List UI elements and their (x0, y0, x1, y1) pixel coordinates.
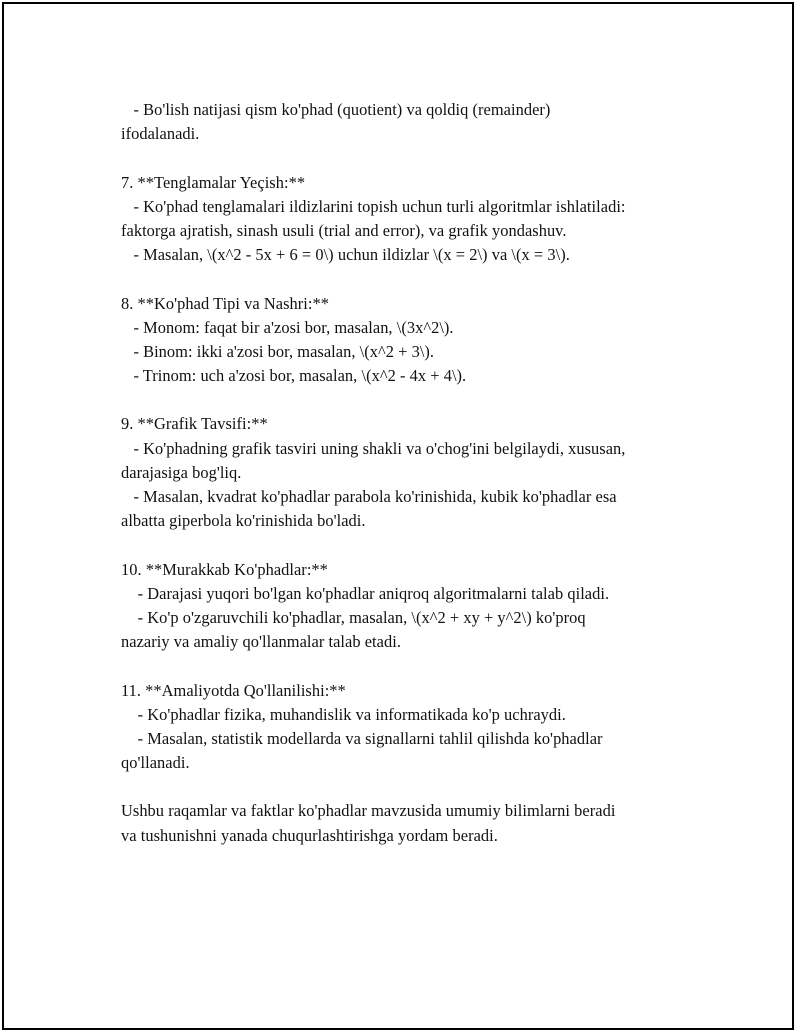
text-line: - Ko'phadlar fizika, muhandislik va informatikada ko'p uchraydi. (121, 704, 566, 724)
section-8 (121, 292, 701, 389)
text-line: - Masalan, kvadrat ko'phadlar parabola ko'rinishida, kubik ko'phadlar esa (121, 487, 617, 506)
section-10 (121, 558, 701, 655)
text-line: darajasiga bog'liq. (121, 462, 242, 482)
section-11 (121, 679, 701, 776)
text-line: - Masalan, statistik modellarda va signallarni tahlil qilishda ko'phadlar (121, 728, 603, 748)
closing-paragraph (121, 799, 701, 847)
page-frame (2, 2, 794, 1030)
text-line: Ushbu raqamlar va faktlar ko'phadlar mavzusida umumiy bilimlarni beradi (121, 801, 616, 821)
text-line: - Monom: faqat bir a'zosi bor, masalan, \(3x^2\). (121, 317, 454, 337)
text-line: albatta giperbola ko'rinishida bo'ladi. (121, 511, 366, 531)
paragraph-intro-bullet (121, 98, 701, 146)
paragraph-gap (121, 388, 701, 412)
text-line: - Darajasi yuqori bo'lgan ko'phadlar aniqroq algoritmalarni talab qiladi. (121, 583, 610, 603)
text-line: faktorga ajratish, sinash usuli (trial and error), va grafik yondashuv. (121, 220, 567, 240)
paragraph-gap (121, 267, 701, 291)
section-heading: 10. **Murakkab Ko'phadlar:** (121, 559, 328, 579)
text-line: ifodalanadi. (121, 124, 200, 144)
text-line: - Bo'lish natijasi qism ko'phad (quotient) va qoldiq (remainder) (121, 100, 551, 119)
section-heading: 8. **Ko'phad Tipi va Nashri:** (121, 293, 329, 313)
text-line: va tushunishni yanada chuqurlashtirishga yordam beradi. (121, 825, 498, 845)
text-line: - Masalan, \(x^2 - 5x + 6 = 0\) uchun ildizlar \(x = 2\) va \(x = 3\). (121, 245, 570, 265)
text-line: - Ko'phadning grafik tasviri uning shakli va o'chog'ini belgilaydi, xususan, (121, 438, 626, 458)
section-7 (121, 171, 701, 268)
section-9 (121, 412, 701, 533)
text-line: nazariy va amaliy qo'llanmalar talab etadi. (121, 632, 401, 652)
section-heading: 11. **Amaliyotda Qo'llanilishi:** (121, 680, 346, 700)
text-line: qo'llanadi. (121, 753, 190, 773)
section-heading: 9. **Grafik Tavsifi:** (121, 414, 268, 434)
text-line: - Binom: ikki a'zosi bor, masalan, \(x^2 + 3\). (121, 341, 435, 361)
paragraph-gap (121, 146, 701, 170)
text-line: - Ko'p o'zgaruvchili ko'phadlar, masalan, \(x^2 + xy + y^2\) ko'proq (121, 607, 586, 627)
text-line: - Ko'phad tenglamalari ildizlarini topish uchun turli algoritmlar ishlatiladi: (121, 196, 626, 216)
paragraph-gap (121, 533, 701, 557)
section-heading: 7. **Tenglamalar Yeçish:** (121, 172, 306, 192)
paragraph-gap (121, 654, 701, 678)
document-body (121, 98, 701, 848)
paragraph-gap (121, 775, 701, 799)
text-line: - Trinom: uch a'zosi bor, masalan, \(x^2 - 4x + 4\). (121, 366, 467, 386)
